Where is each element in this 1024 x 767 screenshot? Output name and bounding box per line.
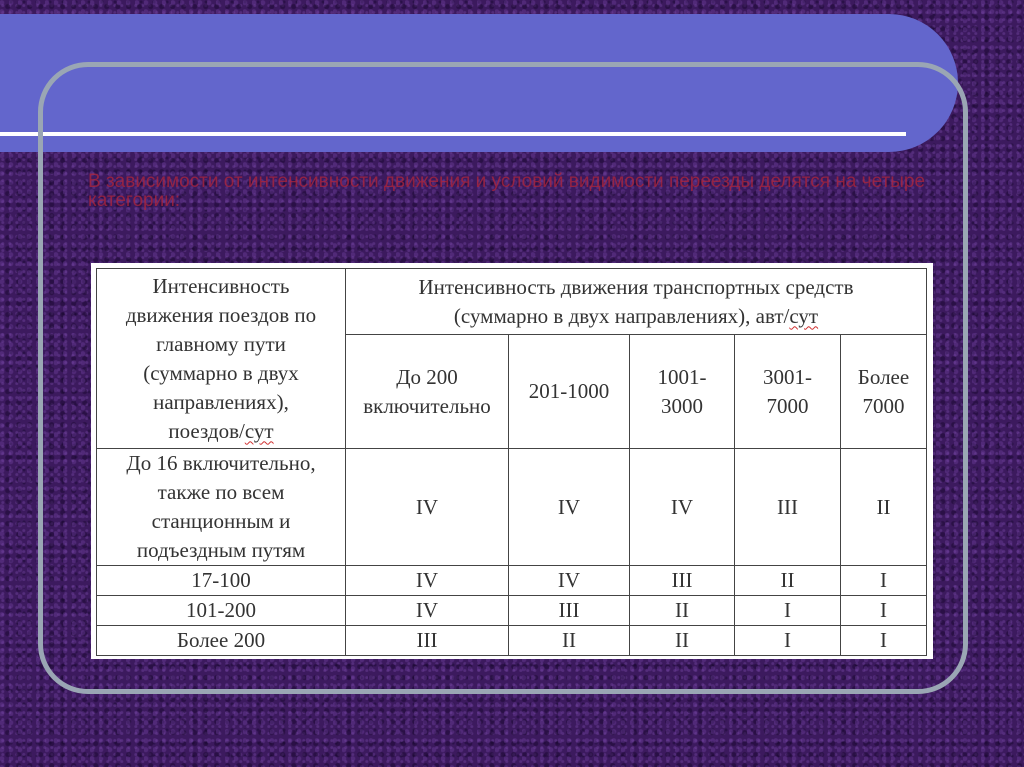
crossing-category-table	[96, 268, 927, 656]
row-label-cell: 17-100	[97, 566, 346, 596]
category-cell: IV	[630, 449, 735, 566]
category-cell: I	[841, 596, 927, 626]
table-row	[97, 596, 927, 626]
category-cell: II	[630, 596, 735, 626]
category-cell: III	[346, 626, 509, 656]
category-cell: II	[509, 626, 630, 656]
category-cell: III	[509, 596, 630, 626]
row-label-cell: Более 200	[97, 626, 346, 656]
row-label-line: До 16 включительно,	[126, 451, 316, 475]
column-header-cell	[841, 335, 927, 449]
column-header-line: включительно	[363, 393, 491, 418]
column-header-line: 3000	[661, 393, 703, 418]
group-header-cell	[346, 269, 927, 335]
column-header-cell	[735, 335, 841, 449]
row-header-line	[101, 417, 341, 446]
category-cell: II	[841, 449, 927, 566]
row-header-unit: поездов/	[168, 418, 245, 443]
row-header-line: (суммарно в двух	[143, 360, 299, 385]
row-label-line: также по всем	[157, 480, 285, 504]
category-cell: III	[735, 449, 841, 566]
row-header-line: движения поездов по	[125, 302, 317, 327]
column-header-line: Более	[857, 364, 910, 389]
row-header-line: направлениях),	[153, 389, 289, 414]
row-header-unit-wavy: сут	[244, 418, 274, 443]
group-header-line	[350, 302, 922, 331]
column-header-line: 201-1000	[528, 379, 610, 403]
category-cell: I	[841, 566, 927, 596]
category-cell: IV	[346, 449, 509, 566]
column-header-line: До 200	[396, 364, 458, 389]
column-header-line: 3001-	[763, 364, 812, 389]
row-header-cell	[97, 269, 346, 449]
category-cell: III	[630, 566, 735, 596]
column-header-line: 1001-	[657, 364, 707, 389]
row-label-line: станционным и	[151, 509, 291, 533]
table-row	[97, 626, 927, 656]
table-row	[97, 449, 927, 566]
group-header-line: Интенсивность движения транспортных средств	[418, 274, 854, 299]
column-header-line: 7000	[862, 393, 905, 418]
column-header-cell	[509, 335, 630, 449]
category-cell: IV	[509, 449, 630, 566]
row-label-cell	[97, 449, 346, 566]
column-header-cell	[346, 335, 509, 449]
row-label-cell: 101-200	[97, 596, 346, 626]
category-cell: I	[841, 626, 927, 656]
category-cell: IV	[509, 566, 630, 596]
category-cell: I	[735, 596, 841, 626]
group-header-unit-wavy: сут	[789, 303, 819, 328]
column-header-cell	[630, 335, 735, 449]
column-header-line: 7000	[766, 393, 809, 418]
category-cell: II	[630, 626, 735, 656]
category-cell: I	[735, 626, 841, 656]
intro-text: В зависимости от интенсивности движения и условий видимости переезды делятся на четыре категории:	[88, 171, 926, 211]
row-header-line: главному пути	[156, 331, 286, 356]
category-cell: II	[735, 566, 841, 596]
category-table-container	[91, 263, 933, 659]
category-cell: IV	[346, 566, 509, 596]
row-header-line: Интенсивность	[152, 273, 290, 298]
table-row	[97, 566, 927, 596]
group-header-unit: (суммарно в двух направлениях), авт/	[453, 303, 790, 328]
row-label-line: подъездным путям	[136, 538, 306, 562]
category-cell: IV	[346, 596, 509, 626]
